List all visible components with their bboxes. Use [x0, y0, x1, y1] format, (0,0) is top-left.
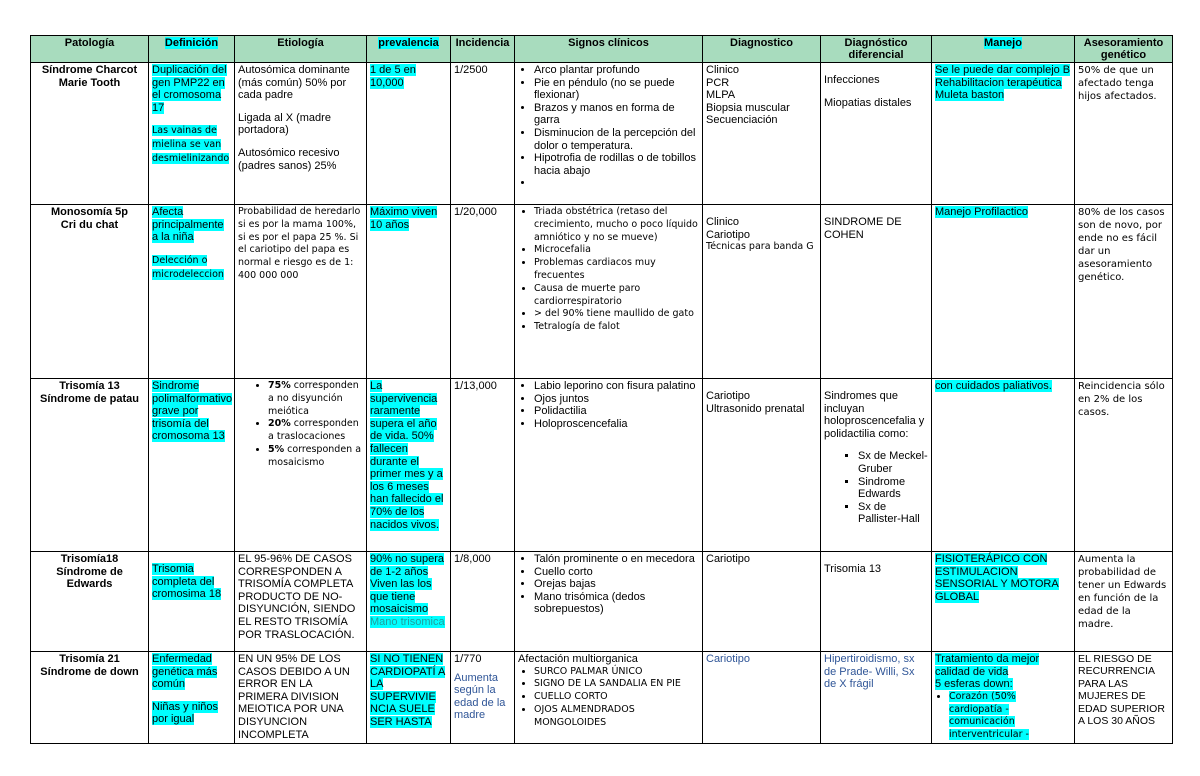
asesoramiento-cell: EL RIESGO DE RECURRENCIA PARA LAS MUJERES DE EDAD SUPERIOR A LOS 30 AÑOS [1075, 652, 1173, 744]
patologia-cell: Monosomía 5p Cri du chat [31, 205, 149, 379]
list-item: • 20% corresponden a traslocaciones [268, 418, 363, 444]
incidencia-cell: 1/13,000 [451, 379, 515, 552]
header-signos: Signos clínicos [515, 36, 703, 63]
diagnostico-cell: Clinico Cariotipo Técnicas para banda G [703, 205, 821, 379]
list-item: • CUELLO CORTO [534, 691, 699, 704]
definicion-cell: Duplicación del gen PMP22 en el cromosoma 17 Las vainas de mielina se van desmielinizando [149, 63, 235, 205]
patologia-cell: Trisomía 21 Síndrome de down [31, 652, 149, 744]
asesoramiento-cell: 50% de que un afectado tenga hijos afectados. [1075, 63, 1173, 205]
header-patologia: Patología [31, 36, 149, 63]
header-etiologia: Etiología [235, 36, 367, 63]
list-item: ▪ Sindrome Edwards [858, 476, 928, 501]
asesoramiento-cell: Reincidencia sólo en 2% de los casos. [1075, 379, 1173, 552]
etiologia-cell: EL 95-96% DE CASOS CORRESPONDEN A TRISOMÍA COMPLETA PRODUCTO DE NO-DISYUNCIÓN, SIENDO EL RESTO TRISOMÍA POR TRASLOCACIÓN. [235, 552, 367, 652]
diagnostico-cell: Cariotipo [703, 552, 821, 652]
list-item: • Microcefalia [534, 244, 699, 257]
prevalencia-cell: 1 de 5 en 10,000 [367, 63, 451, 205]
incidencia-cell: 1/770 Aumenta según la edad de la madre [451, 652, 515, 744]
list-item: • Orejas bajas [534, 578, 699, 591]
manejo-cell: Se le puede dar complejo B Rehabilitacion terapéutica Muleta baston [932, 63, 1075, 205]
patologia-cell: Trisomía 13 Síndrome de patau [31, 379, 149, 552]
table-row [31, 63, 1173, 205]
list-item: • Talón prominente o en mecedora [534, 553, 699, 566]
prevalencia-cell: 90% no supera de 1-2 años Viven las los que tiene mosaicismo Mano trisomica [367, 552, 451, 652]
prevalencia-cell: La supervivencia raramente supera el año de vida. 50% fallecen durante el primer mes y a los 6 meses han fallecido el 70% de los nacidos vivos. [367, 379, 451, 552]
list-item: • Cuello corto [534, 566, 699, 579]
list-item: • Polidactilia [534, 405, 699, 418]
signos-cell [515, 379, 703, 552]
diferencial-cell: Hipertiroidismo, sx de Prade- Willi, Sx de X frágil [821, 652, 932, 744]
list-item: ▪ Sx de Pallister-Hall [858, 501, 928, 526]
header-incidencia: Incidencia [451, 36, 515, 63]
header-diferencial: Diagnóstico diferencial [821, 36, 932, 63]
incidencia-cell: 1/2500 [451, 63, 515, 205]
list-item: • Labio leporino con fisura palatino [534, 380, 699, 393]
definicion-cell: Trisomia completa del cromosima 18 [149, 552, 235, 652]
signos-cell: Afectación multiorganica • SURCO PALMAR ÚNICO • SIGNO DE LA SANDALIA EN PIE • CUELLO CORTO • OJOS ALMENDRADOS MONGOLOIDES [515, 652, 703, 744]
signos-cell [515, 205, 703, 379]
etiologia-cell: Probabilidad de heredarlo si es por la mama 100%, si es por el papa 25 %. Si el cariotipo del papa es normal e riesgo es de 1: 400 000 000 [235, 205, 367, 379]
list-item: • OJOS ALMENDRADOS MONGOLOIDES [534, 704, 699, 730]
header-row [31, 36, 1173, 63]
prevalencia-cell: Máximo viven 10 años [367, 205, 451, 379]
diagnostico-cell: Cariotipo [703, 652, 821, 744]
header-definicion: Definición [149, 36, 235, 63]
incidencia-cell: 1/8,000 [451, 552, 515, 652]
list-item: • Holoproscencefalia [534, 418, 699, 431]
definicion-cell: Enfermedad genética más común Niñas y niños por igual [149, 652, 235, 744]
list-item: • Causa de muerte paro cardiorrespiratorio [534, 283, 699, 309]
header-manejo: Manejo [932, 36, 1075, 63]
list-item: • Brazos y manos en forma de garra [534, 102, 699, 127]
signos-cell [515, 63, 703, 205]
list-item: • Ojos juntos [534, 393, 699, 406]
prevalencia-cell: SI NO TIENEN CARDIOPATÍ A LA SUPERVIVIE NCIA SUELE SER HASTA [367, 652, 451, 744]
table-row [31, 652, 1173, 744]
list-item: • Hipotrofia de rodillas o de tobillos hacia abajo [534, 152, 699, 177]
list-item: • Arco plantar profundo [534, 64, 699, 77]
list-item: • 5% corresponden a mosaicismo [268, 444, 363, 470]
list-item: ▪ Sx de Meckel-Gruber [858, 450, 928, 475]
diagnostico-cell: Cariotipo Ultrasonido prenatal [703, 379, 821, 552]
etiologia-cell [235, 379, 367, 552]
etiologia-cell: EN UN 95% DE LOS CASOS DEBIDO A UN ERROR EN LA PRIMERA DIVISION MEIOTICA POR UNA DISYUNCION INCOMPLETA [235, 652, 367, 744]
manejo-cell: FISIOTERÁPICO CON ESTIMULACION SENSORIAL Y MOTORA GLOBAL [932, 552, 1075, 652]
manejo-cell: con cuidados paliativos. [932, 379, 1075, 552]
asesoramiento-cell: 80% de los casos son de novo, por ende no es fácil dar un asesoramiento genético. [1075, 205, 1173, 379]
diagnostico-cell: Clinico PCR MLPA Biopsia muscular Secuenciación [703, 63, 821, 205]
list-item: • > del 90% tiene maullido de gato [534, 308, 699, 321]
list-item [534, 177, 699, 190]
manejo-cell: Tratamiento da mejor calidad de vida 5 esferas down: • Corazón (50% cardiopatía - comunicación interventricular - [932, 652, 1075, 744]
patologia-cell: Trisomía18 Síndrome de Edwards [31, 552, 149, 652]
table-row [31, 205, 1173, 379]
manejo-cell: Manejo Profilactico [932, 205, 1075, 379]
asesoramiento-cell: Aumenta la probabilidad de tener un Edwards en función de la edad de la madre. [1075, 552, 1173, 652]
etiologia-cell: Autosómica dominante (más común) 50% por cada padre Ligada al X (madre portadora) Autosómico recesivo (padres sanos) 25% [235, 63, 367, 205]
patologia-cell: Síndrome Charcot Marie Tooth [31, 63, 149, 205]
list-item: • Mano trisómica (dedos sobrepuestos) [534, 591, 699, 616]
clinical-table [30, 35, 1173, 744]
list-item: • Corazón (50% cardiopatía - comunicación interventricular - [949, 691, 1071, 742]
list-item: • Problemas cardiacos muy frecuentes [534, 257, 699, 283]
list-item: • Pie en péndulo (no se puede flexionar) [534, 77, 699, 102]
diferencial-cell: Infecciones Miopatias distales [821, 63, 932, 205]
incidencia-cell: 1/20,000 [451, 205, 515, 379]
table-row [31, 379, 1173, 552]
list-item: • SURCO PALMAR ÚNICO [534, 666, 699, 679]
signos-cell [515, 552, 703, 652]
header-prevalencia: prevalencia [367, 36, 451, 63]
list-item: • 75% corresponden a no disyunción meiótica [268, 380, 363, 418]
definicion-cell: Afecta principalmente a la niña Delección o microdeleccion [149, 205, 235, 379]
diferencial-cell: Trisomia 13 [821, 552, 932, 652]
table-row [31, 552, 1173, 652]
diferencial-cell: Sindromes que incluyan holoproscencefalia y polidactilia como: ▪ Sx de Meckel-Gruber ▪ Sindrome Edwards ▪ Sx de Pallister-Hall [821, 379, 932, 552]
list-item: • Tetralogía de falot [534, 321, 699, 334]
list-item: • Triada obstétrica (retaso del crecimiento, mucho o poco líquido amniótico y no se mueve) [534, 206, 699, 244]
header-diagnostico: Diagnostico [703, 36, 821, 63]
list-item: • SIGNO DE LA SANDALIA EN PIE [534, 678, 699, 691]
list-item: • Disminucion de la percepción del dolor o temperatura. [534, 127, 699, 152]
diferencial-cell: SINDROME DE COHEN [821, 205, 932, 379]
definicion-cell: Sindrome polimalformativo grave por trisomía del cromosoma 13 [149, 379, 235, 552]
header-asesoramiento: Asesoramiento genético [1075, 36, 1173, 63]
